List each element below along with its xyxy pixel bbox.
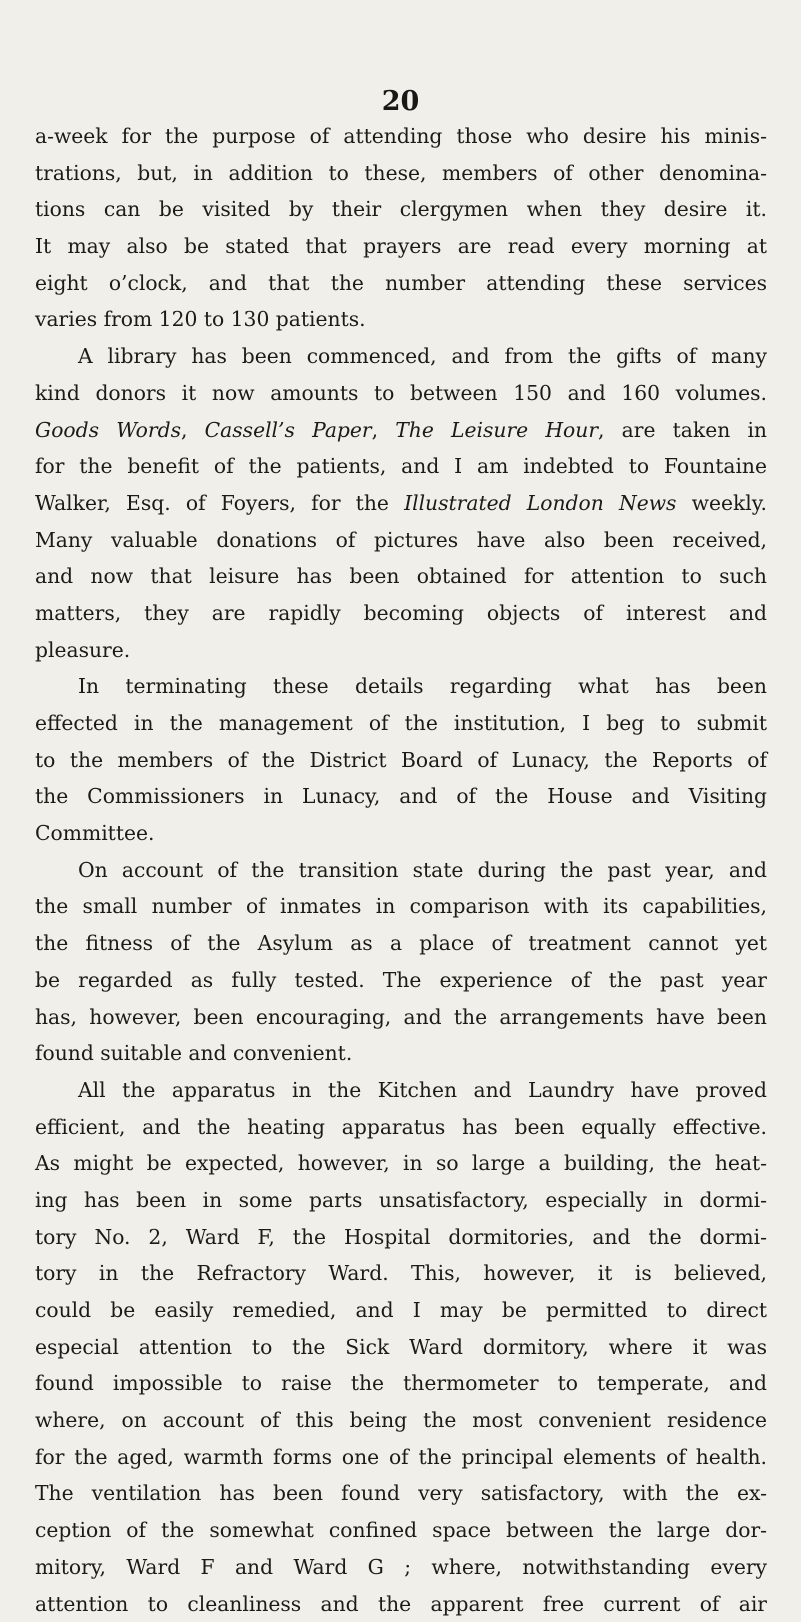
text-run: where, on account of this being the most convenient residence	[35, 1408, 767, 1432]
text-run: In terminating these details regarding what has been	[78, 674, 767, 698]
text-run: A library has been commenced, and from the gifts of many	[78, 344, 767, 368]
text-run: On account of the transition state during the past year, and	[78, 858, 767, 882]
text-line	[35, 118, 767, 155]
text-line	[35, 375, 767, 412]
text-run: eight o’clock, and that the number attending these services	[35, 271, 767, 295]
text-run: attention to cleanliness and the apparent free current of air	[35, 1592, 767, 1616]
text-line	[35, 1035, 767, 1072]
text-run: , are taken in	[598, 418, 767, 442]
text-line	[35, 1365, 767, 1402]
text-line	[35, 1182, 767, 1219]
text-line	[35, 705, 767, 742]
text-run: The ventilation has been found very satisfactory, with the ex-	[35, 1481, 767, 1505]
text-line	[35, 1549, 767, 1586]
text-line	[35, 925, 767, 962]
body-text	[35, 118, 767, 1622]
text-line	[35, 301, 767, 338]
text-run: efficient, and the heating apparatus has been equally effective.	[35, 1115, 767, 1139]
text-line	[35, 485, 767, 522]
text-line	[35, 155, 767, 192]
text-line	[35, 1255, 767, 1292]
text-line	[35, 1292, 767, 1329]
text-line	[35, 558, 767, 595]
text-run: found impossible to raise the thermometer to temperate, and	[35, 1371, 767, 1395]
italic-title: Illustrated London News	[404, 491, 676, 515]
text-run: especial attention to the Sick Ward dormitory, where it was	[35, 1335, 767, 1359]
text-run: be regarded as fully tested. The experience of the past year	[35, 968, 767, 992]
text-run: mitory, Ward F and Ward G ; where, notwithstanding every	[35, 1555, 767, 1579]
text-line	[35, 1475, 767, 1512]
text-line	[35, 1072, 767, 1109]
text-run: ception of the somewhat confined space between the large dor-	[35, 1518, 767, 1542]
text-line	[35, 742, 767, 779]
text-run: ing has been in some parts unsatisfactory, especially in dormi-	[35, 1188, 767, 1212]
italic-title: Goods Words	[35, 418, 181, 442]
text-line	[35, 522, 767, 559]
text-run: tory No. 2, Ward F, the Hospital dormitories, and the dormi-	[35, 1225, 767, 1249]
text-line	[35, 412, 767, 449]
text-run: As might be expected, however, in so large a building, the heat-	[35, 1151, 767, 1175]
text-line	[35, 191, 767, 228]
text-line	[35, 265, 767, 302]
text-run: the fitness of the Asylum as a place of treatment cannot yet	[35, 931, 767, 955]
text-run: pleasure.	[35, 638, 130, 662]
text-line	[35, 1512, 767, 1549]
text-run: Many valuable donations of pictures have also been received,	[35, 528, 767, 552]
text-run: effected in the management of the institution, I beg to submit	[35, 711, 767, 735]
text-line	[35, 228, 767, 265]
text-line	[35, 1219, 767, 1256]
text-line	[35, 888, 767, 925]
text-run: found suitable and convenient.	[35, 1041, 352, 1065]
text-run: trations, but, in addition to these, members of other denomina-	[35, 161, 767, 185]
page-number: 20	[0, 86, 801, 117]
text-run: the small number of inmates in comparison with its capabilities,	[35, 894, 767, 918]
text-run: could be easily remedied, and I may be permitted to direct	[35, 1298, 767, 1322]
text-run: Committee.	[35, 821, 154, 845]
italic-title: The Leisure Hour	[395, 418, 598, 442]
text-run: tions can be visited by their clergymen when they desire it.	[35, 197, 767, 221]
text-run: varies from 120 to 130 patients.	[35, 307, 366, 331]
text-run: for the benefit of the patients, and I am indebted to Fountaine	[35, 454, 767, 478]
text-line	[35, 815, 767, 852]
text-run: All the apparatus in the Kitchen and Laundry have proved	[78, 1078, 767, 1102]
text-run: for the aged, warmth forms one of the principal elements of health.	[35, 1445, 767, 1469]
text-line	[35, 1586, 767, 1622]
text-run: matters, they are rapidly becoming objects of interest and	[35, 601, 767, 625]
text-line	[35, 1329, 767, 1366]
text-run: ,	[372, 418, 396, 442]
text-line	[35, 1402, 767, 1439]
text-line	[35, 632, 767, 669]
text-run: ,	[181, 418, 205, 442]
text-run: weekly.	[676, 491, 767, 515]
text-run: kind donors it now amounts to between 150 and 160 volumes.	[35, 381, 767, 405]
text-line	[35, 778, 767, 815]
text-run: to the members of the District Board of Lunacy, the Reports of	[35, 748, 767, 772]
italic-title: Cassell’s Paper	[205, 418, 372, 442]
text-line	[35, 338, 767, 375]
text-line	[35, 999, 767, 1036]
text-run: and now that leisure has been obtained for attention to such	[35, 564, 767, 588]
text-line	[35, 1439, 767, 1476]
text-run: tory in the Refractory Ward. This, however, it is believed,	[35, 1261, 767, 1285]
text-line	[35, 448, 767, 485]
text-line	[35, 852, 767, 889]
text-line	[35, 1145, 767, 1182]
text-run: a-week for the purpose of attending those who desire his minis-	[35, 124, 767, 148]
text-run: Walker, Esq. of Foyers, for the	[35, 491, 404, 515]
text-line	[35, 668, 767, 705]
text-line	[35, 962, 767, 999]
text-run: the Commissioners in Lunacy, and of the House and Visiting	[35, 784, 767, 808]
text-run: It may also be stated that prayers are read every morning at	[35, 234, 767, 258]
text-run: has, however, been encouraging, and the arrangements have been	[35, 1005, 767, 1029]
text-line	[35, 595, 767, 632]
text-line	[35, 1109, 767, 1146]
